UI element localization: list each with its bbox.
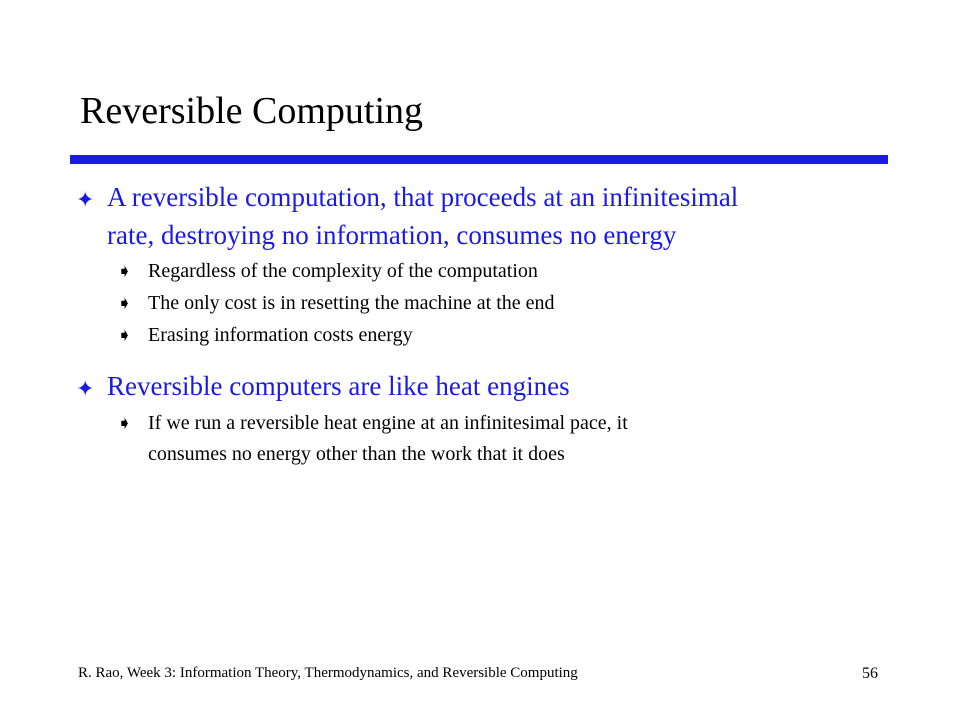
footer-credit: R. Rao, Week 3: Information Theory, Thermodynamics, and Reversible Computing <box>78 665 578 681</box>
star-bullet-icon: ✦ <box>76 376 95 401</box>
bullet-2-line-1: Reversible computers are like heat engines <box>107 371 570 401</box>
arrow-bullet-icon: ➧ <box>117 293 133 313</box>
bullet-1-sub-3: Erasing information costs energy <box>148 324 413 346</box>
arrow-bullet-icon: ➧ <box>117 325 133 345</box>
bullet-2-sub-1-line-1: If we run a reversible heat engine at an infinitesimal pace, it <box>148 412 628 434</box>
title-underline <box>70 155 888 164</box>
bullet-2-sub-1-line-2: consumes no energy other than the work that it does <box>148 443 565 465</box>
page-number: 56 <box>862 665 878 682</box>
arrow-bullet-icon: ➧ <box>117 413 133 433</box>
arrow-bullet-icon: ➧ <box>117 261 133 281</box>
bullet-1-sub-1: Regardless of the complexity of the computation <box>148 260 538 282</box>
slide-title: Reversible Computing <box>80 90 424 132</box>
bullet-1-line-2: rate, destroying no information, consumes no energy <box>107 220 677 250</box>
bullet-1-line-1: A reversible computation, that proceeds at an infinitesimal <box>107 182 739 212</box>
bullet-1-sub-2: The only cost is in resetting the machine at the end <box>148 292 555 314</box>
star-bullet-icon: ✦ <box>76 187 95 212</box>
